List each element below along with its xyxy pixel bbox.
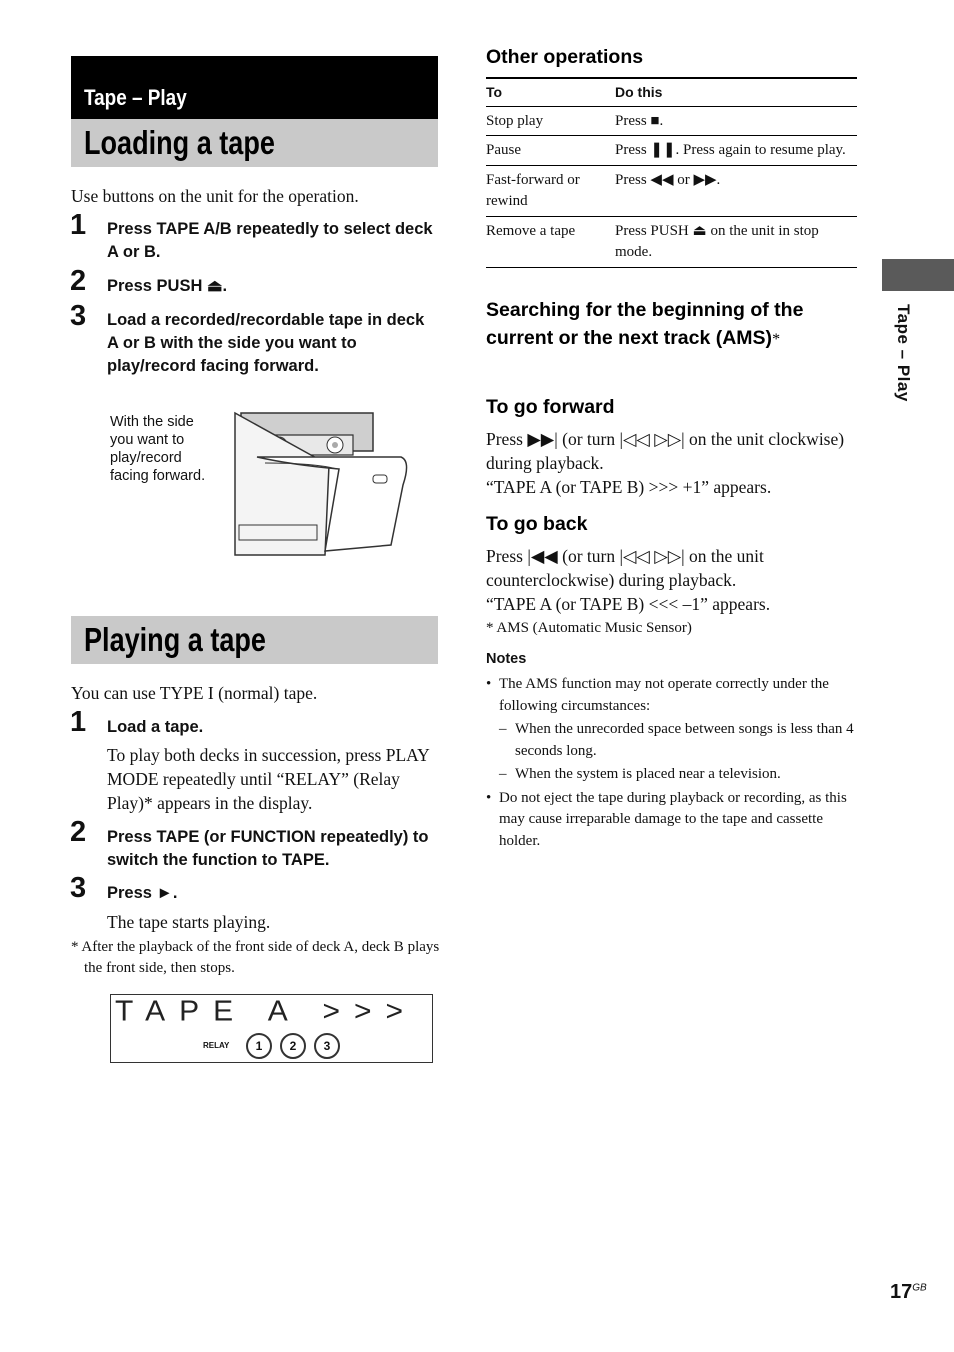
page-number-value: 17	[890, 1281, 913, 1303]
page-number	[890, 1281, 927, 1304]
playing-step-1-number: 1	[70, 706, 87, 738]
loading-step-3-number: 3	[70, 300, 87, 332]
notes-list	[486, 674, 854, 852]
loading-step-2-text: Press PUSH ⏏.	[107, 277, 228, 295]
go-forward-heading: To go forward	[486, 396, 615, 418]
side-tab-marker	[882, 259, 954, 291]
ams-heading-text: Searching for the beginning of the current or the next track (AMS)	[486, 299, 804, 349]
note-subitem	[486, 764, 854, 786]
loading-step-1-number: 1	[70, 209, 87, 241]
notes-heading: Notes	[486, 651, 527, 667]
playing-step-3-detail: The tape starts playing.	[107, 912, 271, 932]
note-subtext: When the unrecorded space between songs is less than 4 seconds long.	[515, 721, 854, 759]
operations-table	[486, 77, 857, 268]
table-row	[486, 165, 857, 216]
display-panel	[110, 994, 433, 1063]
table-cell: Pause	[486, 142, 521, 158]
dash: –	[499, 766, 507, 782]
go-back-instruction: Press |◀◀ (or turn |◁◁ ▷▷| on the unit counterclockwise) during playback.	[486, 546, 764, 590]
illustration-caption: With the side you want to play/record facing forward.	[110, 414, 206, 484]
playing-step-2-text: Press TAPE (or FUNCTION repeatedly) to switch the function to TAPE.	[107, 828, 429, 869]
loading-title: Loading a tape	[84, 124, 275, 161]
bullet: •	[486, 676, 492, 692]
loading-intro: Use buttons on the unit for the operation.	[71, 186, 359, 206]
table-cell: Press PUSH ⏏ on the unit in stop mode.	[615, 222, 819, 260]
go-back-result: “TAPE A (or TAPE B) <<< –1” appears.	[486, 594, 771, 614]
dash: –	[499, 721, 507, 737]
go-forward-instruction: Press ▶▶| (or turn |◁◁ ▷▷| on the unit clockwise) during playback.	[486, 429, 845, 473]
table-header-row	[486, 78, 857, 106]
playing-step-3-text: Press ►.	[107, 884, 178, 902]
note-text: Do not eject the tape during playback or recording, as this may cause irreparable damage to the tape and cassette holder.	[499, 789, 847, 849]
disc-indicator-1: 1	[246, 1033, 272, 1059]
playing-step-1-detail: To play both decks in succession, press PLAY MODE repeatedly until “RELAY” (Relay Play)* appears in the display.	[107, 745, 430, 813]
loading-step-3-text: Load a recorded/recordable tape in deck A or B with the side you want to play/record facing forward.	[107, 311, 425, 375]
page-number-suffix: GB	[912, 1282, 927, 1294]
go-back-heading: To go back	[486, 513, 588, 535]
table-header-to: To	[486, 84, 503, 100]
table-cell: Press ❚❚. Press again to resume play.	[615, 142, 846, 158]
other-operations-heading: Other operations	[486, 46, 644, 68]
loading-step-1-text: Press TAPE A/B repeatedly to select deck A or B.	[107, 220, 433, 261]
note-item	[486, 674, 854, 717]
playing-step-2-number: 2	[70, 816, 87, 848]
note-text: The AMS function may not operate correctly under the following circumstances:	[499, 676, 829, 714]
ams-footnote: * AMS (Automatic Music Sensor)	[486, 620, 692, 636]
side-tab-label: Tape – Play	[894, 304, 913, 402]
table-row	[486, 106, 857, 136]
note-subtext: When the system is placed near a television.	[515, 766, 781, 782]
relay-footnote: * After the playback of the front side of deck A, deck B plays the front side, then stops.	[71, 939, 440, 976]
display-relay-indicator: RELAY	[203, 1041, 230, 1050]
ams-heading-mark: *	[772, 331, 781, 348]
table-cell: Fast-forward or rewind	[486, 171, 580, 209]
table-cell: Remove a tape	[486, 222, 576, 239]
display-readout: TAPE A >>>	[115, 995, 418, 1028]
table-cell: Press ◀◀ or ▶▶.	[615, 171, 721, 188]
table-cell: Press ■.	[615, 112, 664, 129]
bullet: •	[486, 789, 492, 806]
section-header	[71, 56, 438, 119]
disc-indicator-2: 2	[280, 1033, 306, 1059]
playing-title: Playing a tape	[84, 621, 266, 658]
cassette-deck-illustration	[205, 405, 415, 560]
note-item	[486, 788, 854, 853]
loading-step-2-number: 2	[70, 265, 87, 297]
table-row	[486, 216, 857, 267]
table-cell: Stop play	[486, 112, 544, 129]
table-row	[486, 136, 857, 166]
playing-intro: You can use TYPE I (normal) tape.	[71, 683, 318, 703]
ams-heading	[486, 296, 846, 354]
note-subitem	[486, 719, 854, 762]
table-header-do-this: Do this	[615, 84, 663, 100]
go-forward-result: “TAPE A (or TAPE B) >>> +1” appears.	[486, 477, 772, 497]
disc-indicator-3: 3	[314, 1033, 340, 1059]
playing-title-bar	[71, 616, 438, 664]
playing-step-1-text: Load a tape.	[107, 718, 204, 736]
section-title: Tape – Play	[84, 85, 187, 110]
playing-step-3-number: 3	[70, 872, 87, 904]
loading-title-bar	[71, 119, 438, 167]
